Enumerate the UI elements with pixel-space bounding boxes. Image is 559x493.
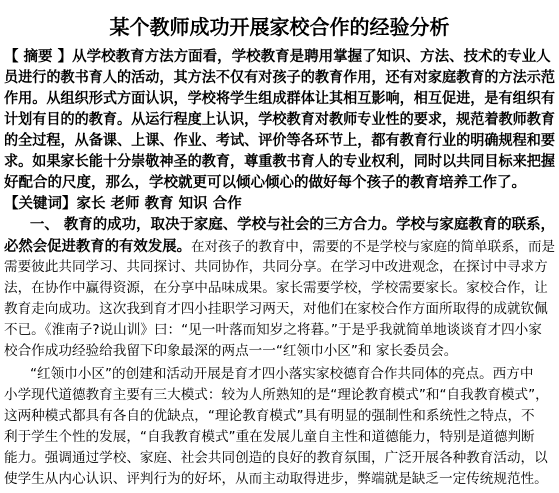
- section1-line-7: 校合作成功经验给我留下印象最深的两点一一“红领巾小区”和 家长委员会。: [4, 343, 458, 359]
- section1-line-3: 需要彼此共同学习、共同探讨、共同协作，共同分享。在学习中改进观念，在探讨中寻求方: [4, 259, 548, 275]
- section1-heading-line: [4, 215, 555, 236]
- paragraph2-line-6: 使学生从内心认识、评判行为的好坏，从而主动取得进步，弊端就是缺乏一定传统规范性。: [4, 471, 548, 487]
- abstract-line-5: 的全过程，从备课、上课、作业、考试、评价等各环节上，都有教育行业的明确规程和要: [4, 133, 555, 149]
- paragraph2-line-4: 利于学生个性的发展，“自我教育模式”重在发展儿童自主性和道德能力，特别是道德判断: [4, 429, 535, 445]
- abstract-line-4: 计划有目的的教育。从运行程度上认识，学校教育对教师专业性的要求，规范着教师教育: [4, 112, 555, 128]
- abstract-line-6: 求。如果家长能十分崇敬神圣的教育，尊重教书育人的专业权利，同时以共同目标来把握: [4, 154, 555, 170]
- section1-line-2: [4, 236, 555, 257]
- paragraph2-text-start: “红领巾小区”的创建和活动开展是育才四小落实家校德育合作共同体的亮点。西方中: [30, 366, 534, 382]
- abstract-line-3: 作用。从组织形式方面认识，学校将学生组成群体让其相互影响，相互促进，是有组织有: [4, 91, 555, 107]
- section1-text-start: 在对孩子的教育中，需要的不是学校与家庭的简单联系，而是: [190, 239, 555, 255]
- paragraph2-line-1: [4, 364, 555, 385]
- paragraph2-line-3: 这两种模式都具有各自的优缺点，“理论教育模式”具有明显的强制性和系统性之特点，不: [4, 408, 535, 424]
- section1-line-6: 不已。《淮南子?说山训》曰：“见一叶落而知岁之将暮。”于是乎我就简单地谈谈育才四小家: [4, 322, 542, 338]
- abstract-label: 【 摘要 】: [4, 49, 73, 65]
- document-title: 某个教师成功开展家校合作的经验分析: [109, 15, 450, 39]
- section1-line-5: 教育走向成功。这次我到育才四小挂职学习两天，对他们在家校合作方面所取得的成就钦佩: [4, 301, 548, 317]
- abstract-text: 从学校教育方法方面看，学校教育是聘用掌握了知识、方法、技术的专业人: [72, 49, 551, 65]
- keywords-line: 【关键词】家长 老师 教育 知识 合作: [4, 196, 242, 212]
- section1-bold-continuation: 必然会促进教育的有效发展。: [4, 239, 191, 255]
- paragraph2-line-2: 小学现代道德教育主要有三大模式：较为人所熟知的是“理论教育模式”和“自我教育模式”，: [4, 387, 549, 403]
- section1-heading: 一、 教育的成功，取决于家庭、学校与社会的三方合力。学校与家庭教育的联系，: [29, 217, 555, 233]
- abstract-line-7: 好配合的尺度，那么，学校就更可以倾心倾心的做好每个孩子的教育培养工作了。: [4, 175, 526, 191]
- abstract-line-2: 员进行的教书育人的活动，其方法不仅有对孩子的教育作用，还有对家庭教育的方法示范: [4, 70, 555, 86]
- abstract-line-1: [4, 47, 555, 68]
- paragraph2-line-5: 能力。强调通过学校、家庭、社会共同创造的良好的教育氛围，广泛开展各种教育活动，以: [4, 450, 548, 466]
- section1-line-4: 法，在协作中赢得资源，在分享中品味成果。家长需要学校，学校需要家长。家校合作，让: [4, 280, 548, 296]
